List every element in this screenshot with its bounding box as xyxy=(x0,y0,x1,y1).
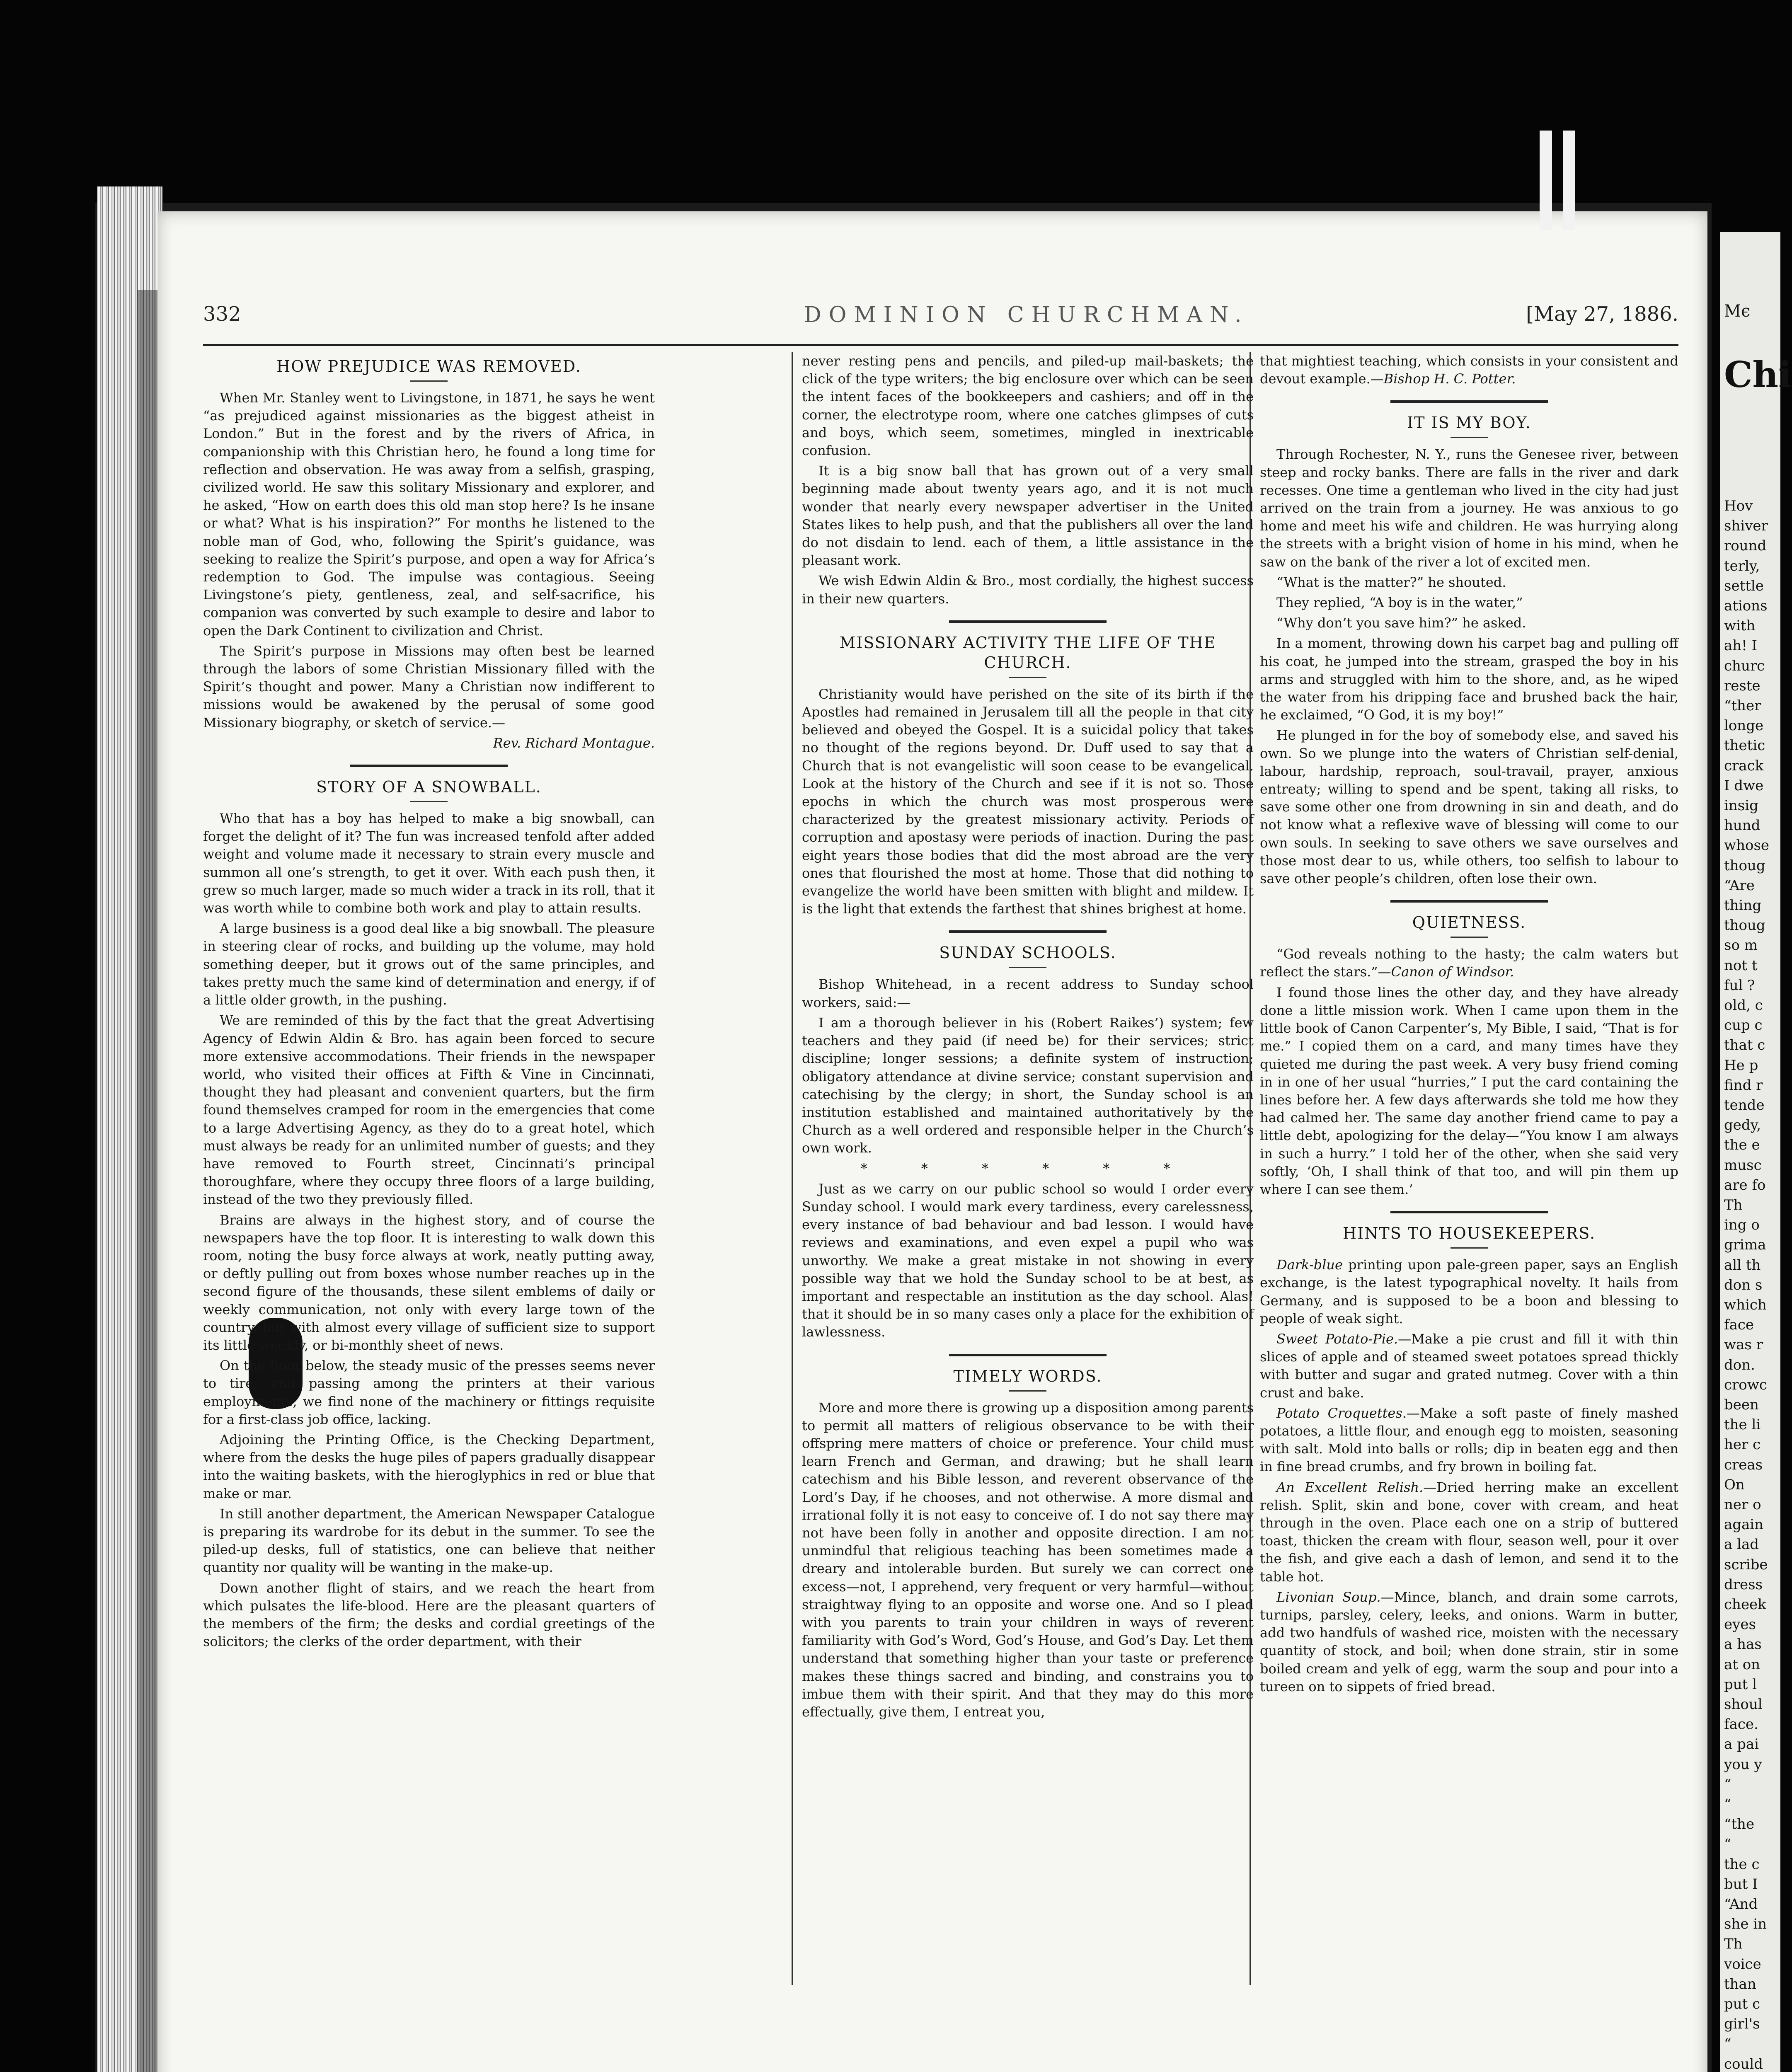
title-dash xyxy=(1451,437,1488,438)
column-1 xyxy=(203,352,655,1653)
adjacent-line: hund xyxy=(1724,817,1761,834)
adjacent-line: He p xyxy=(1724,1057,1758,1074)
paragraph: We wish Edwin Aldin & Bro., most cordially, the highest success in their new quarters. xyxy=(802,573,1254,607)
adjacent-line: cup c xyxy=(1724,1017,1763,1034)
adjacent-line: “ther xyxy=(1724,697,1761,714)
adjacent-line: put l xyxy=(1724,1676,1757,1693)
adjacent-line: “And xyxy=(1724,1896,1758,1912)
adjacent-line: the c xyxy=(1724,1856,1760,1873)
asterism: * * * * * * xyxy=(860,1160,1195,1176)
adjacent-line: round xyxy=(1724,537,1767,554)
registration-marks-top xyxy=(1540,131,1575,230)
adjacent-line: put c xyxy=(1724,1996,1761,2012)
text: —Make a pie crust and fill it with thin slices of apple and of steamed sweet potatoes spread thickly with butter and sugar and grated nutmeg. Cover with a thin crust and bake. xyxy=(1260,1331,1679,1401)
adjacent-line: old, c xyxy=(1724,997,1763,1014)
adjacent-line: at on xyxy=(1724,1656,1761,1673)
adjacent-line: churc xyxy=(1724,657,1765,674)
adjacent-line: gedy, xyxy=(1724,1117,1761,1134)
article-title-sunday-schools: SUNDAY SCHOOLS. xyxy=(939,944,1116,962)
adjacent-line: a has xyxy=(1724,1636,1762,1653)
article-title-prejudice: HOW PREJUDICE WAS REMOVED. xyxy=(276,357,581,375)
article-title-missionary: MISSIONARY ACTIVITY THE LIFE OF THE CHURCH. xyxy=(839,633,1216,672)
hint-item xyxy=(1260,1479,1678,1586)
paragraph: On the floor below, the steady music of the presses seems never to tire, and passing among the printers at their various employments, we find none of the machinery or fittings requisite for a first-class job office, lacking. xyxy=(203,1358,655,1427)
section-rule xyxy=(1390,1211,1548,1213)
paragraph: More and more there is growing up a disposition among parents to permit all matters of religious observance to be with their offspring mere matters of choice or preference. Your child must learn French and German, and drawing; but he shall learn catechism and his Bible lesson, and reverent observance of the Lord’s Day, if he chooses, and not otherwise. A more dismal and irrational folly it is not easy to conceive of. I do not say there may not have been folly in another and opposite direction. I am not unmindful that religious teaching has been sometimes made a dreary and intolerable burden. But surely we can correct one excess—not, I apprehend, very frequent or very harmful—without straightway flying to an opposite and worse one. And so I plead with you parents to train your children in ways of reverent familiarity with God’s Word, God’s House, and God’s Day. Let them understand that something higher than your taste or preference makes these things sacred and binding, and constrains you to imbue them with their spirit. And that they may do this more effectually, give them, I entreat you, xyxy=(802,1399,1254,1720)
paragraph: It is a big snow ball that has grown out of a very small beginning made about twenty years ago, and it is not much wonder that nearly every newspaper advertiser in the United States likes to help push, and that the publishers all over the land do not disdain to lend. each of them, a little assistance in the pleasant work. xyxy=(802,463,1254,569)
adjacent-line: the li xyxy=(1724,1416,1761,1433)
hint-lead: An Excellent Relish. xyxy=(1276,1479,1424,1495)
adjacent-line: don s xyxy=(1724,1276,1763,1293)
adjacent-line: face. xyxy=(1724,1716,1758,1733)
epigraph xyxy=(1260,945,1678,981)
adjacent-line: grima xyxy=(1724,1237,1766,1254)
adjacent-line: Th xyxy=(1724,1936,1743,1953)
page-header xyxy=(203,303,1678,336)
adjacent-line: shoul xyxy=(1724,1696,1763,1713)
paragraph: never resting pens and pencils, and piled-up mail-baskets; the click of the type writers; the big enclosure over which can be seen the intent faces of the bookkeepers and cashiers; and off in the corner, the electrotype room, where one catches glimpses of cuts and boys, which seem, sometimes, mingled in inextricable confusion. xyxy=(802,353,1254,459)
adjacent-line: was r xyxy=(1724,1336,1763,1353)
adjacent-line: “ xyxy=(1724,1776,1731,1793)
section-rule xyxy=(350,765,508,767)
adjacent-line: voice xyxy=(1724,1956,1761,1973)
adjacent-line: than xyxy=(1724,1975,1756,1992)
title-dash xyxy=(1009,677,1046,678)
adjacent-line: scribe xyxy=(1724,1556,1768,1573)
article-title-my-boy: IT IS MY BOY. xyxy=(1407,414,1531,432)
paragraph: Through Rochester, N. Y., runs the Genesee river, between steep and rocky banks. There are falls in the river and dark recesses. One time a gentleman who lived in the city had just arrived on the train from a journey. He was anxious to go home and meet his wife and children. He was hurrying along the streets with a bright vision of home in his mind, when he saw on the bank of the river a lot of excited men. xyxy=(1260,446,1678,570)
adjacent-line: all th xyxy=(1724,1256,1761,1273)
adjacent-line: “ xyxy=(1724,2036,1731,2053)
adjacent-line: I dwe xyxy=(1724,777,1764,794)
title-dash xyxy=(410,801,448,802)
adjacent-line: settle xyxy=(1724,577,1764,594)
hint-lead: Potato Croquettes. xyxy=(1276,1405,1407,1421)
hint-item xyxy=(1260,1330,1678,1402)
header-rule xyxy=(203,344,1678,346)
adjacent-line: girl's xyxy=(1724,2016,1760,2033)
adjacent-line: the e xyxy=(1724,1137,1760,1154)
hint-lead: Livonian Soup. xyxy=(1276,1589,1381,1605)
adjacent-header: Mє xyxy=(1724,302,1751,321)
section-rule xyxy=(1390,400,1548,403)
adjacent-line: eyes xyxy=(1724,1616,1756,1633)
text: printing upon pale-green paper, says an English exchange, is the latest typographical novelty. It hails from Germany, and is supposed to be a boon and blessing to people of weak sight. xyxy=(1260,1257,1678,1326)
section-rule xyxy=(1390,900,1548,903)
issue-date: [May 27, 1886. xyxy=(1526,303,1678,326)
article-title-timely-words: TIMELY WORDS. xyxy=(953,1367,1102,1385)
hint-item xyxy=(1260,1588,1678,1696)
adjacent-line: thoug xyxy=(1724,857,1765,874)
column-2 xyxy=(802,352,1254,1723)
paragraph: Just as we carry on our public school so would I order every Sunday school. I would mark every tardiness, every carelessness, every instance of bad behaviour and bad lesson. I would have reviews and examinations, and even expel a pupil who was unworthy. We make a great mistake in not showing in every possible way that we hold the Sunday school to be at best, as important and respectable an institution as the day school. Alas! that it should be in so many cases only a place for the exhibition of lawlessness. xyxy=(802,1181,1254,1340)
paragraph: Bishop Whitehead, in a recent address to Sunday school workers, said:— xyxy=(802,976,1254,1010)
masthead: DOMINION CHURCHMAN. xyxy=(804,303,1249,327)
paragraph: Who that has a boy has helped to make a big snowball, can forget the delight of it? The fun was increased tenfold after added weight and volume made it necessary to strain every muscle and summon all one’s strength, to get it over. With each push then, it grew so much larger, made so much wider a track in its roll, that it was worth while to combine both work and play to attain results. xyxy=(203,811,655,916)
article-title-snowball: STORY OF A SNOWBALL. xyxy=(316,778,542,796)
paragraph: In a moment, throwing down his carpet bag and pulling off his coat, he jumped into the stream, grasped the boy in his arms and struggled with him to the shore, and, as he wiped the water from his dripping face and brushed back the hair, he exclaimed, “O God, it is my boy!” xyxy=(1260,635,1678,723)
adjacent-line: longe xyxy=(1724,717,1764,734)
section-rule xyxy=(949,620,1107,623)
text: —Dried herring make an excellent relish. Split, skin and bone, cover with cream, and heat through in the oven. Place each one on a strip of buttered toast, thicken the cream with flour, season well, pour it over the fish, and give each a dash of lemon, and send it to the table hot. xyxy=(1260,1479,1678,1585)
adjacent-line: shiver xyxy=(1724,518,1768,535)
hint-lead: Sweet Potato-Pie. xyxy=(1276,1331,1398,1347)
adjacent-line: don. xyxy=(1724,1356,1755,1373)
paragraph: Adjoining the Printing Office, is the Checking Department, where from the desks the huge piles of papers gradually disappear into the waiting baskets, with the hieroglyphics in red or blue that make or mar. xyxy=(203,1431,655,1501)
paragraph: I found those lines the other day, and they have already done a little mission work. When I came upon them in the little book of Canon Carpenter’s, My Bible, I said, “That is for me.” I copied them on a card, and many times have they quieted me during the past week. A very busy friend coming in in one of her usual “hurries,” I put the card containing the lines before her. A few days afterwards she told me how they had calmed her. The same day another friend came to pay a little debt, apologizing for the delay—“You know I am always in such a hurry.” I told her of the other, when she said very softly, ‘Oh, I shall think of that too, and will pin them up where I can see them.’ xyxy=(1260,984,1678,1197)
adjacent-line: reste xyxy=(1724,677,1761,694)
text: “God reveals nothing to the hasty; the calm waters but reflect the stars.”— xyxy=(1260,946,1678,980)
adjacent-line: you y xyxy=(1724,1756,1762,1773)
page-curl-shadow xyxy=(137,290,157,2072)
hint-lead: Dark-blue xyxy=(1276,1257,1343,1273)
adjacent-line: find r xyxy=(1724,1077,1763,1094)
adjacent-line: dress xyxy=(1724,1576,1763,1593)
adjacent-line: thing xyxy=(1724,897,1762,914)
paragraph xyxy=(1260,352,1678,388)
section-rule xyxy=(949,1354,1107,1356)
paragraph: He plunged in for the boy of somebody else, and saved his own. So we plunge into the waters of Christian self-denial, labour, hardship, reproach, soul-travail, prayer, anxious entreaty; willing to spend and be spent, taking all risks, to save some other one from drowning in sin and death, and do not know what a reflexive wave of blessing will come to our own souls. In seeking to save others we save ourselves and those most dear to us, while others, too selfish to labour to save other people’s children, often lose their own. xyxy=(1260,727,1678,887)
page-number: 332 xyxy=(203,303,241,326)
text: —Mince, blanch, and drain some carrots, turnips, parsley, celery, leeks, and onions. Warm in butter, add two handfuls of washed rice, moisten with the necessary quantity of stock, and boil; when done strain, stir in some boiled cream and yelk of egg, warm the soup and pour into a tureen on to sippets of fried bread. xyxy=(1260,1589,1679,1694)
adjacent-line: whose xyxy=(1724,837,1770,854)
adjacent-line: “the xyxy=(1724,1816,1755,1833)
dialogue-line: “What is the matter?” he shouted. xyxy=(1276,574,1506,590)
paragraph: A large business is a good deal like a big snowball. The pleasure in steering clear of rocks, and building up the volume, may hold something deeper, but it grows out of the same principles, and takes pretty much the same kind of determination and energy, if of a little older growth, in the pushing. xyxy=(203,920,655,1008)
article-title-quietness: QUIETNESS. xyxy=(1412,913,1526,932)
adjacent-line: tende xyxy=(1724,1097,1765,1113)
byline: Bishop H. C. Potter. xyxy=(1383,371,1516,387)
adjacent-line: she in xyxy=(1724,1916,1767,1933)
adjacent-line: Th xyxy=(1724,1197,1743,1213)
adjacent-line: cheek xyxy=(1724,1596,1766,1613)
section-rule xyxy=(949,930,1107,933)
adjacent-line: been xyxy=(1724,1397,1759,1413)
adjacent-line: that c xyxy=(1724,1037,1765,1054)
text: that mightiest teaching, which consists in your consistent and devout example.— xyxy=(1260,353,1678,387)
adjacent-line: “ xyxy=(1724,1796,1731,1813)
adjacent-line: ah! I xyxy=(1724,637,1758,654)
adjacent-line: face xyxy=(1724,1317,1754,1334)
adjacent-line: ner o xyxy=(1724,1496,1761,1513)
adjacent-line: insig xyxy=(1724,797,1758,814)
hint-item xyxy=(1260,1404,1678,1476)
title-dash xyxy=(1009,1390,1046,1392)
adjacent-line: could xyxy=(1724,2055,1763,2072)
adjacent-line: with xyxy=(1724,617,1756,634)
adjacent-line: crowc xyxy=(1724,1376,1767,1393)
title-dash xyxy=(1451,937,1488,938)
adjacent-line: ations xyxy=(1724,598,1768,614)
paragraph: The Spirit’s purpose in Missions may often best be learned through the labors of some Christian Missionary filled with the Spirit’s thought and power. Many a Christian now indifferent to missions would be awakened by the perusal of some good Missionary biography, or sketch of service.— xyxy=(203,643,655,731)
column-3 xyxy=(1260,352,1678,1698)
adjacent-line: ing o xyxy=(1724,1217,1760,1234)
paragraph: I am a thorough believer in his (Robert Raikes’) system; few teachers and they paid (if need be) for their services; strict discipline; longer sessions; a definite system of instruction; obligatory attendance at divine service; constant supervision and catechising by the clergy; in short, the Sunday school is an institution established and maintained authoritatively by the Church as a well ordered and responsible helper in the Church’s own work. xyxy=(802,1014,1254,1156)
epigraph-source: Canon of Windsor. xyxy=(1391,964,1514,980)
title-dash xyxy=(1009,967,1046,968)
adjacent-line: creas xyxy=(1724,1456,1763,1473)
adjacent-line: so m xyxy=(1724,937,1758,954)
paragraph: When Mr. Stanley went to Livingstone, in 1871, he says he went “as prejudiced against missionaries as the biggest atheist in London.” But in the forest and by the rivers of Africa, in companionship with this Christian hero, he found a long time for reflection and observation. He was away from a selfish, grasping, civilized world. He saw this solitary Missionary and explorer, and he asked, “How on earth does this old man stop here? Is he insane or what? What is his inspiration?” For months he listened to the noble man of God, who, following the Spirit’s guidance, was seeking to realize the Spirit’s purpose, and open a way for Africa’s redemption to God. The impulse was contagious. Seeing Livingstone’s piety, gentleness, zeal, and self-sacrifice, his companion was converted by such example to desire and labor to open the Dark Continent to civilization and Christ. xyxy=(203,390,655,639)
adjacent-line: but I xyxy=(1724,1876,1758,1893)
adjacent-line: thoug xyxy=(1724,917,1765,934)
title-dash xyxy=(1451,1247,1488,1249)
column-rule-1 xyxy=(792,352,793,1985)
adjacent-line: not t xyxy=(1724,957,1758,974)
byline: Rev. Richard Montague. xyxy=(493,735,655,751)
adjacent-line: “Are xyxy=(1724,877,1755,894)
adjacent-line: which xyxy=(1724,1297,1767,1313)
title-dash xyxy=(410,380,448,382)
paragraph: Christianity would have perished on the site of its birth if the Apostles had remained in Jerusalem till all the people in that city believed and obeyed the Gospel. It is a suicidal policy that takes no thought of the regions beyond. Dr. Duff used to say that a Church that is not evangelistic will soon cease to be evangelical. Look at the history of the Church and see if it is not so. Those epochs in which the church was most prosperous were characterized by the greatest missionary activity. Periods of corruption and apostasy were periods of inaction. During the past eight years those bodies that did the most abroad are the very ones that flourished the most at home. Those that did nothing to evangelize the world have been smitten with blight and mildew. It is the light that extends the farthest that shines brighest at home. xyxy=(802,686,1254,917)
adjacent-line: terly, xyxy=(1724,557,1760,574)
adjacent-line: Hov xyxy=(1724,498,1753,514)
adjacent-line: a pai xyxy=(1724,1736,1759,1753)
adjacent-line: crack xyxy=(1724,757,1764,774)
adjacent-line: On xyxy=(1724,1476,1745,1493)
adjacent-line: “ xyxy=(1724,1836,1731,1853)
paragraph: In still another department, the American Newspaper Catalogue is preparing its wardrobe for its debut in the summer. To see the piled-up desks, full of statistics, one can believe that neither quantity nor quality will be wanting in the make-up. xyxy=(203,1506,655,1576)
adjacent-line: thetic xyxy=(1724,737,1765,754)
hint-item xyxy=(1260,1256,1678,1328)
article-title-hints: HINTS TO HOUSEKEEPERS. xyxy=(1342,1224,1596,1243)
adjacent-page-fragment xyxy=(1720,232,1792,2072)
adjacent-line: again xyxy=(1724,1516,1764,1533)
paragraph: Brains are always in the highest story, and of course the newspapers have the top floor. It is interesting to walk down this room, noting the busy force always at work, neatly putting away, or deftly pulling out from boxes whose number reaches up in the second figure of the thousands, these silent emblems of daily or weekly communication, not only with every large town of the country, but with almost every village of sufficient size to support its little weekly, or bi-monthly sheet of news. xyxy=(203,1212,655,1353)
adjacent-line: her c xyxy=(1724,1436,1761,1453)
adjacent-line: ful ? xyxy=(1724,977,1755,994)
dialogue-line: “Why don’t you save him?” he asked. xyxy=(1276,615,1526,631)
dialogue-line: They replied, “A boy is in the water,” xyxy=(1276,595,1523,611)
adjacent-title: Chi xyxy=(1724,354,1792,396)
text: —Make a soft paste of finely mashed potatoes, a little flour, and enough egg to moisten, seasoning with salt. Mold into balls or rolls; dip in beaten egg and then in fine bread crumbs, and fry brown in boiling fat. xyxy=(1260,1405,1679,1475)
adjacent-line: a lad xyxy=(1724,1536,1759,1553)
paragraph: We are reminded of this by the fact that the great Advertising Agency of Edwin Aldin & Bro. has again been forced to secure more extensive accommodations. Their friends in the newspaper world, who visited their offices at Fifth & Vine in Cincinnati, thought they had pleasant and convenient quarters, but the firm found themselves cramped for room in the emergencies that come to a large Advertising Agency, as they do to a great hotel, which must always be ready for an unlimited number of guests; and they have removed to Fourth street, Cincinnati’s principal thoroughfare, where they occupy three floors of a large building, instead of the two they previously filled. xyxy=(203,1012,655,1208)
paragraph: Down another flight of stairs, and we reach the heart from which pulsates the life-blood. Here are the pleasant quarters of the members of the firm; the desks and cordial greetings of the solicitors; the clerks of the order department, with their xyxy=(203,1580,655,1650)
adjacent-line: are fo xyxy=(1724,1176,1766,1193)
adjacent-line: musc xyxy=(1724,1157,1762,1174)
